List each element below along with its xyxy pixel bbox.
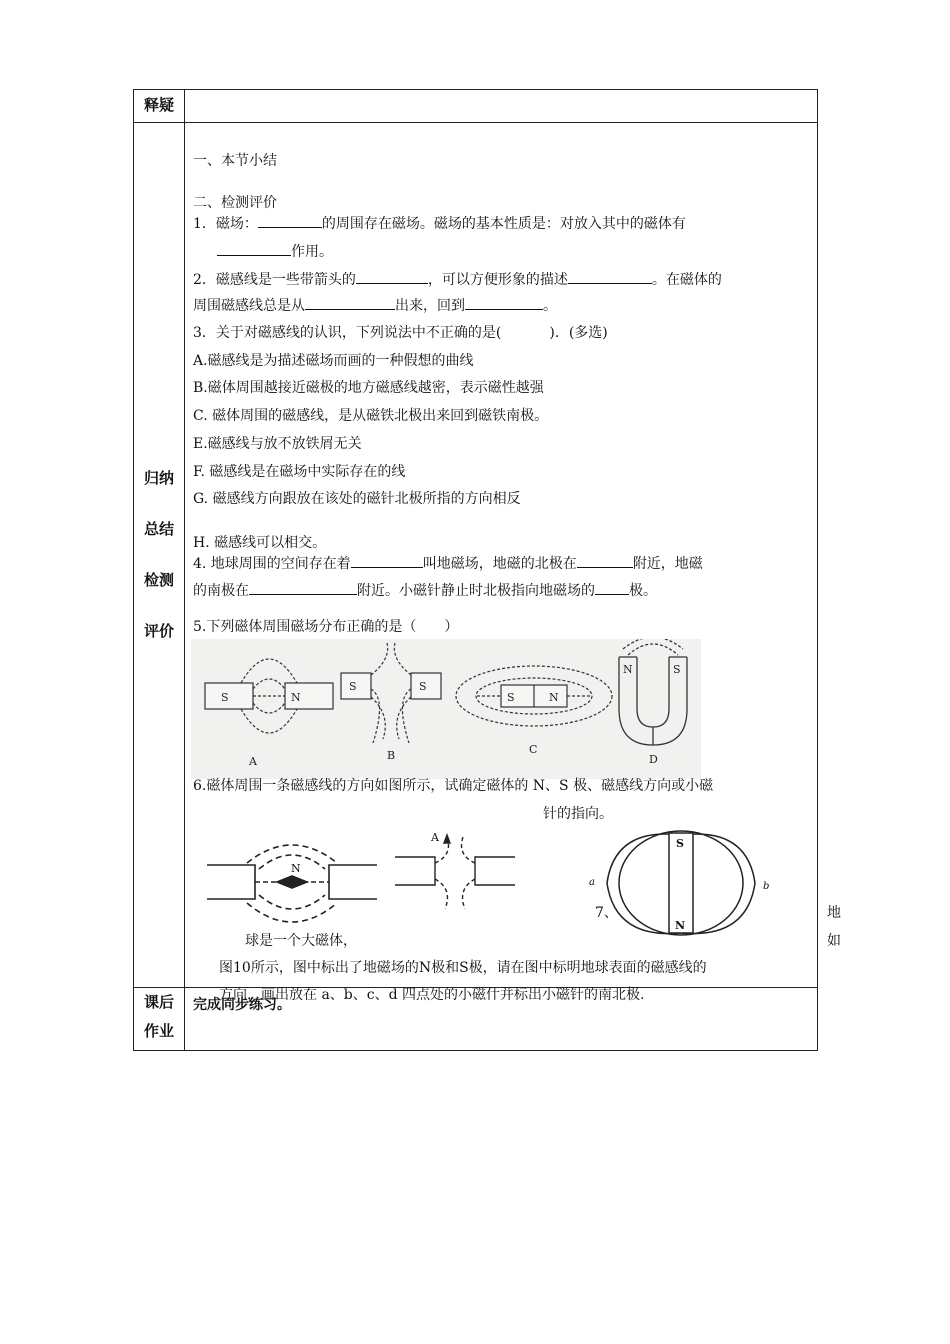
- answer-blank[interactable]: [577, 553, 633, 568]
- pole-s: S: [221, 691, 229, 704]
- figure-b-label: B: [387, 749, 396, 762]
- q5-stem: 5.下列磁体周围磁场分布正确的是（ ）: [193, 619, 459, 635]
- point-a-label: A: [431, 831, 439, 844]
- answer-blank[interactable]: [351, 553, 423, 568]
- answer-blank[interactable]: [595, 580, 629, 595]
- label-homework-1: 课后: [143, 993, 174, 1011]
- q1-line2: 作用。: [217, 241, 333, 262]
- q7-line3: 方向，画出放在 a、b、c、d 四点处的小磁什并标出小磁针的南北极.: [219, 987, 645, 1003]
- answer-blank[interactable]: [568, 269, 652, 284]
- needle-n-label: N: [291, 862, 301, 875]
- q3-option: C. 磁体周围的磁感线，是从磁铁北极出来回到磁铁南极。: [193, 408, 549, 424]
- homework-text: 完成同步练习。: [185, 988, 818, 1051]
- earth-s-label: S: [676, 837, 684, 850]
- answer-blank[interactable]: [465, 295, 543, 310]
- q4-line2: 的南极在 附近。小磁针静止时北极指向地磁场的 极。: [193, 580, 657, 601]
- label-main-1: 归纳: [143, 469, 174, 487]
- label-main-4: 评价: [143, 622, 174, 640]
- figure-a-label: A: [249, 755, 257, 768]
- q7-word-1: 地: [827, 905, 841, 921]
- label-shiyi: 释疑: [134, 90, 185, 123]
- answer-blank[interactable]: [305, 295, 395, 310]
- q7-line2: 图10所示，图中标出了地磁场的N极和S极，请在图中标明地球表面的磁感线的: [219, 960, 707, 976]
- answer-blank[interactable]: [258, 213, 322, 228]
- q2-line2: 周围磁感线总是从 出来，回到 。: [193, 295, 557, 316]
- label-homework: [134, 988, 185, 1051]
- pole-n: N: [623, 663, 633, 676]
- q7-word-2: 球是一个大磁体，: [245, 933, 357, 949]
- answer-blank[interactable]: [249, 580, 357, 595]
- section-1-title: 一、本节小结: [193, 153, 277, 169]
- shiyi-content: [185, 90, 818, 123]
- q4-line1: 4. 地球周围的空间存在着 叫地磁场，地磁的北极在 附近，地磁: [193, 553, 703, 574]
- section-2-title: 二、检测评价: [193, 195, 277, 211]
- point-a-label: a: [589, 877, 595, 888]
- q3-option: H. 磁感线可以相交。: [193, 535, 327, 551]
- pole-n: N: [549, 691, 559, 704]
- figure-c-label: C: [529, 743, 538, 756]
- pole-n: N: [291, 691, 301, 704]
- q3-option: F. 磁感线是在磁场中实际存在的线: [193, 464, 406, 480]
- label-homework-2: 作业: [143, 1022, 174, 1040]
- q3-option: B.磁体周围越接近磁极的地方磁感线越密，表示磁性越强: [193, 380, 544, 396]
- q3-stem: 3．关于对磁感线的认识，下列说法中不正确的是( )．(多选): [193, 325, 608, 341]
- q3-option: A.磁感线是为描述磁场而画的一种假想的曲线: [193, 353, 474, 369]
- earth-n-label: N: [675, 919, 686, 932]
- figure-d-label: D: [649, 753, 658, 766]
- label-main-3: 检测: [143, 571, 174, 589]
- q6-line2: 针的指向。: [543, 806, 613, 822]
- q6-figure-middle: [395, 835, 515, 909]
- q3-option: G. 磁感线方向跟放在该处的磁针北极所指的方向相反: [193, 491, 521, 507]
- pole-s: S: [507, 691, 515, 704]
- q5-magnet-figures: [191, 639, 701, 779]
- pole-s: S: [419, 680, 427, 693]
- label-summary: [134, 123, 185, 988]
- q7-word-3: 如: [827, 933, 841, 949]
- answer-blank[interactable]: [356, 269, 428, 284]
- main-content: [185, 123, 841, 1003]
- q6-figure-left: [207, 845, 377, 922]
- worksheet-table: [133, 89, 841, 1051]
- pole-s: S: [673, 663, 681, 676]
- answer-blank[interactable]: [217, 241, 291, 256]
- pole-s: S: [349, 680, 357, 693]
- point-b-label: b: [763, 881, 770, 892]
- q3-option: E.磁感线与放不放铁屑无关: [193, 436, 362, 452]
- q6-line1: 6.磁体周围一条磁感线的方向如图所示，试确定磁体的 N、S 极、磁感线方向或小磁: [193, 778, 714, 794]
- q2-line1: 2．磁感线是一些带箭头的 ，可以方便形象的描述 。在磁体的: [193, 269, 722, 290]
- q1-line1: 1．磁场： 的周围存在磁场。磁场的基本性质是：对放入其中的磁体有: [193, 213, 686, 234]
- label-main-2: 总结: [143, 520, 174, 538]
- q7-number: 7、: [595, 905, 618, 921]
